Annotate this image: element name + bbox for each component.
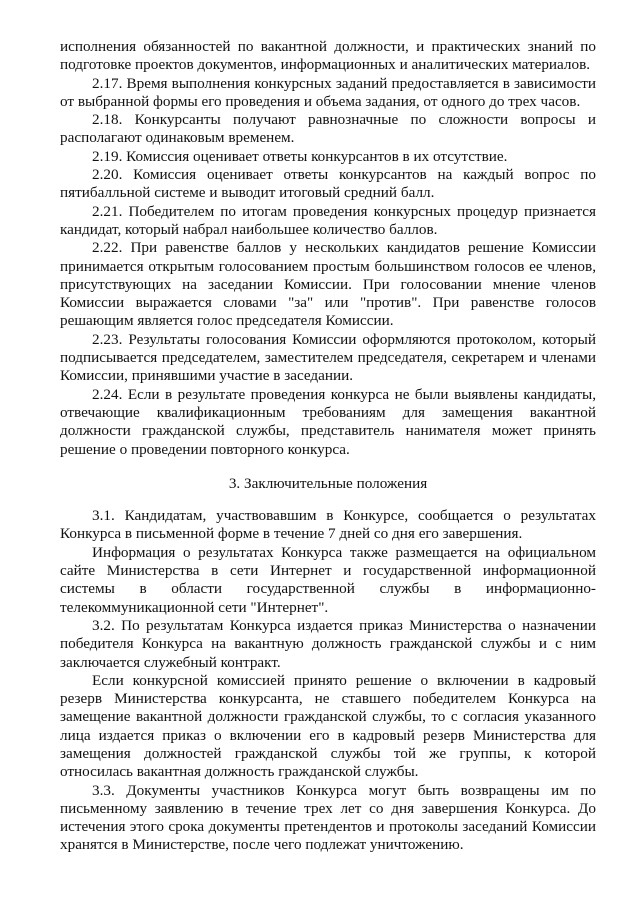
paragraph-2-23: 2.23. Результаты голосования Комиссии оформляются протоколом, который подписывается председателем, заместителем председателя, секретарем и членами Комиссии, принявшими участие в заседании. xyxy=(60,330,596,385)
paragraph-3-1: 3.1. Кандидатам, участвовавшим в Конкурсе, сообщается о результатах Конкурса в письменной форме в течение 7 дней со дня его завершения. xyxy=(60,507,596,543)
paragraph-2-24: 2.24. Если в результате проведения конкурса не были выявлены кандидаты, отвечающие квалификационным требованиям для замещения вакантной должности гражданской службы, представитель нанимателя может принять решение о проведении повторного конкурса. xyxy=(60,385,596,458)
document-page xyxy=(60,38,596,855)
paragraph-3-3: 3.3. Документы участников Конкурса могут быть возвращены им по письменному заявлению в течение трех лет со дня завершения Конкурса. До истечения этого срока документы претендентов и протоколы заседаний Комиссии хранятся в Министерстве, после чего подлежат уничтожению. xyxy=(60,781,596,854)
paragraph-3-2-reserve: Если конкурсной комиссией принято решение о включении в кадровый резерв Министерства конкурсанта, не ставшего победителем Конкурса на замещение вакантной должности гражданской службы, то с согласия указанного лица издается приказ о включении его в кадровый резерв Министерства для замещения должностей гражданской службы той же группы, к которой относилась вакантная должность гражданской службы. xyxy=(60,671,596,781)
paragraph-2-18: 2.18. Конкурсанты получают равнозначные по сложности вопросы и располагают одинаковым временем. xyxy=(60,111,596,147)
section-3-heading: 3. Заключительные положения xyxy=(228,474,428,492)
paragraph-continuation: исполнения обязанностей по вакантной должности, и практических знаний по подготовке проектов документов, информационных и аналитических материалов. xyxy=(60,38,596,74)
paragraph-2-22: 2.22. При равенстве баллов у нескольких кандидатов решение Комиссии принимается открытым голосованием простым большинством голосов ее членов, присутствующих на заседании Комиссии. При голосовании мнение членов Комиссии выражается словами "за" или "против". При равенстве голосов решающим является голос председателя Комиссии. xyxy=(60,239,596,330)
paragraph-2-21: 2.21. Победителем по итогам проведения конкурсных процедур признается кандидат, который набрал наибольшее количество баллов. xyxy=(60,202,596,238)
paragraph-3-1-info: Информация о результатах Конкурса также размещается на официальном сайте Министерства в сети Интернет и государственной информационной системы в области государственной службы в информационно-телекоммуникационной сети "Интернет". xyxy=(60,543,596,616)
paragraph-2-20: 2.20. Комиссия оценивает ответы конкурсантов на каждый вопрос по пятибалльной системе и выводит итоговый средний балл. xyxy=(60,166,596,202)
paragraph-2-19: 2.19. Комиссия оценивает ответы конкурсантов в их отсутствие. xyxy=(92,147,508,165)
paragraph-2-17: 2.17. Время выполнения конкурсных заданий предоставляется в зависимости от выбранной формы его проведения и объема задания, от одного до трех часов. xyxy=(60,74,596,110)
paragraph-3-2: 3.2. По результатам Конкурса издается приказ Министерства о назначении победителя Конкурса на вакантную должность гражданской службы и с ним заключается служебный контракт. xyxy=(60,616,596,671)
